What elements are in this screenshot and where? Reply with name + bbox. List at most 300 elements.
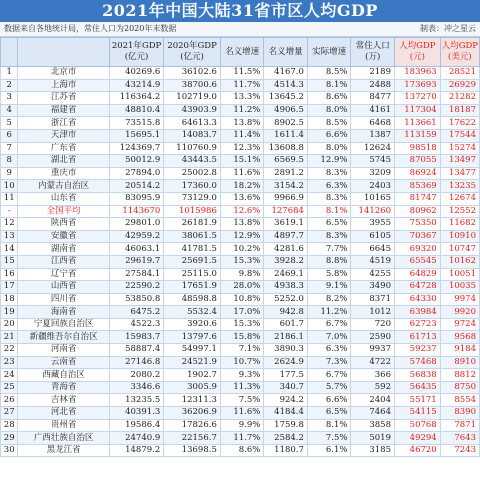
per-capita-usd-cell: 8910	[440, 356, 479, 369]
per-capita-usd-cell: 28521	[440, 67, 479, 80]
nominal-increase-cell: 4184.4	[264, 407, 308, 420]
gdp-2020-cell: 25002.8	[164, 167, 221, 180]
real-growth-cell: 6.3%	[307, 180, 351, 193]
population-cell: 4519	[351, 255, 395, 268]
nominal-increase-cell: 1180.7	[264, 444, 308, 457]
nominal-growth-cell: 9.8%	[220, 268, 264, 281]
region-name-cell: 新疆维吾尔自治区	[18, 331, 109, 344]
nominal-increase-cell: 13608.8	[264, 142, 308, 155]
real-growth-cell: 5.8%	[307, 268, 351, 281]
gdp-2020-cell: 64613.3	[164, 117, 221, 130]
population-cell: 8477	[351, 92, 395, 105]
population-cell: 2488	[351, 79, 395, 92]
table-row	[1, 331, 480, 344]
table-row	[1, 419, 480, 432]
header-region	[18, 38, 109, 67]
row-index-cell: 17	[1, 281, 18, 294]
row-index-cell: 6	[1, 129, 18, 142]
per-capita-rmb-cell: 86924	[394, 167, 440, 180]
row-index-cell: 15	[1, 255, 18, 268]
per-capita-rmb-cell: 59237	[394, 344, 440, 357]
nominal-increase-cell: 8902.5	[264, 117, 308, 130]
table-row	[1, 306, 480, 319]
per-capita-rmb-cell: 55171	[394, 394, 440, 407]
nominal-growth-cell: 11.6%	[220, 167, 264, 180]
nominal-growth-cell: 15.1%	[220, 155, 264, 168]
row-index-cell: 12	[1, 218, 18, 231]
gdp-2021-cell: 83095.9	[109, 192, 163, 205]
row-index-cell: 8	[1, 155, 18, 168]
table-row	[1, 230, 480, 243]
nominal-increase-cell: 1611.4	[264, 129, 308, 142]
population-cell: 5019	[351, 432, 395, 445]
region-name-cell: 江西省	[18, 255, 109, 268]
table-row	[1, 268, 480, 281]
gdp-2021-cell: 24740.9	[109, 432, 163, 445]
info-row	[0, 22, 480, 37]
nominal-growth-cell: 13.8%	[220, 117, 264, 130]
row-index-cell: 30	[1, 444, 18, 457]
per-capita-rmb-cell: 56838	[394, 369, 440, 382]
per-capita-usd-cell: 17622	[440, 117, 479, 130]
header-per-capita-usd: 人均GDP (美元)	[440, 38, 479, 67]
per-capita-rmb-cell: 117304	[394, 104, 440, 117]
real-growth-cell: 8.5%	[307, 67, 351, 80]
table-row	[1, 369, 480, 382]
population-cell: 6468	[351, 117, 395, 130]
gdp-2021-cell: 58887.4	[109, 344, 163, 357]
nominal-increase-cell: 177.5	[264, 369, 308, 382]
gdp-2021-cell: 15983.7	[109, 331, 163, 344]
header-gdp2021: 2021年GDP (亿元)	[109, 38, 163, 67]
per-capita-rmb-cell: 64330	[394, 293, 440, 306]
population-cell: 4722	[351, 356, 395, 369]
per-capita-usd-cell: 10035	[440, 281, 479, 294]
per-capita-rmb-cell: 56435	[394, 381, 440, 394]
national-average-row	[1, 205, 480, 218]
region-name-cell: 山东省	[18, 192, 109, 205]
per-capita-usd-cell: 7643	[440, 432, 479, 445]
region-name-cell: 海南省	[18, 306, 109, 319]
region-name-cell: 上海市	[18, 79, 109, 92]
gdp-2020-cell: 14083.7	[164, 129, 221, 142]
region-name-cell: 重庆市	[18, 167, 109, 180]
region-name-cell: 辽宁省	[18, 268, 109, 281]
nominal-increase-cell: 127684	[264, 205, 308, 218]
per-capita-rmb-cell: 173693	[394, 79, 440, 92]
header-per-capita-rmb: 人均GDP (元)	[394, 38, 440, 67]
row-index-cell: 10	[1, 180, 18, 193]
nominal-growth-cell: 17.0%	[220, 306, 264, 319]
real-growth-cell: 6.7%	[307, 369, 351, 382]
real-growth-cell: 8.2%	[307, 293, 351, 306]
table-row	[1, 92, 480, 105]
gdp-2021-cell: 2080.2	[109, 369, 163, 382]
region-name-cell: 宁夏回族自治区	[18, 318, 109, 331]
gdp-2020-cell: 3005.9	[164, 381, 221, 394]
per-capita-rmb-cell: 80962	[394, 205, 440, 218]
row-index-cell: 20	[1, 318, 18, 331]
header-nominal-increase: 名义增量	[264, 38, 308, 67]
nominal-increase-cell: 5252.0	[264, 293, 308, 306]
nominal-growth-cell: 13.6%	[220, 192, 264, 205]
gdp-2021-cell: 42959.2	[109, 230, 163, 243]
table-row	[1, 180, 480, 193]
row-index-cell: 4	[1, 104, 18, 117]
real-growth-cell: 8.3%	[307, 167, 351, 180]
gdp-2021-cell: 46063.1	[109, 243, 163, 256]
nominal-increase-cell: 4906.5	[264, 104, 308, 117]
nominal-increase-cell: 3928.2	[264, 255, 308, 268]
nominal-growth-cell: 8.6%	[220, 444, 264, 457]
gdp-2020-cell: 110760.9	[164, 142, 221, 155]
population-cell: 5745	[351, 155, 395, 168]
per-capita-rmb-cell: 70367	[394, 230, 440, 243]
per-capita-usd-cell: 11682	[440, 218, 479, 231]
nominal-increase-cell: 942.8	[264, 306, 308, 319]
header-gdp2020: 2020年GDP (亿元)	[164, 38, 221, 67]
gdp-2021-cell: 48810.4	[109, 104, 163, 117]
nominal-growth-cell: 13.3%	[220, 92, 264, 105]
region-name-cell: 青海省	[18, 381, 109, 394]
table-row	[1, 432, 480, 445]
table-header-row	[1, 38, 480, 67]
real-growth-cell: 7.5%	[307, 432, 351, 445]
population-cell: 2590	[351, 331, 395, 344]
row-index-cell: 9	[1, 167, 18, 180]
table-row	[1, 155, 480, 168]
table-row	[1, 243, 480, 256]
nominal-increase-cell: 2186.1	[264, 331, 308, 344]
region-name-cell: 云南省	[18, 356, 109, 369]
gdp-2021-cell: 19586.4	[109, 419, 163, 432]
gdp-2021-cell: 29801.0	[109, 218, 163, 231]
table-row	[1, 344, 480, 357]
gdp-2020-cell: 24521.9	[164, 356, 221, 369]
real-growth-cell: 6.5%	[307, 218, 351, 231]
per-capita-usd-cell: 9724	[440, 318, 479, 331]
nominal-increase-cell: 2891.2	[264, 167, 308, 180]
table-row	[1, 142, 480, 155]
gdp-2020-cell: 3920.6	[164, 318, 221, 331]
per-capita-rmb-cell: 63984	[394, 306, 440, 319]
region-name-cell: 广西壮族自治区	[18, 432, 109, 445]
region-name-cell: 四川省	[18, 293, 109, 306]
table-row	[1, 192, 480, 205]
per-capita-usd-cell: 8554	[440, 394, 479, 407]
row-index-cell: 18	[1, 293, 18, 306]
gdp-2020-cell: 17651.9	[164, 281, 221, 294]
population-cell: 3490	[351, 281, 395, 294]
population-cell: 2404	[351, 394, 395, 407]
nominal-increase-cell: 4938.3	[264, 281, 308, 294]
gdp-2021-cell: 3346.6	[109, 381, 163, 394]
region-name-cell: 全国平均	[18, 205, 109, 218]
gdp-2021-cell: 29619.7	[109, 255, 163, 268]
population-cell: 3955	[351, 218, 395, 231]
per-capita-rmb-cell: 113159	[394, 129, 440, 142]
table-row	[1, 79, 480, 92]
gdp-2021-cell: 1143670	[109, 205, 163, 218]
region-name-cell: 湖南省	[18, 243, 109, 256]
row-index-cell: -	[1, 205, 18, 218]
page-title: 2021年中国大陆31省市区人均GDP	[0, 0, 480, 22]
population-cell: 4161	[351, 104, 395, 117]
row-index-cell: 2	[1, 79, 18, 92]
row-index-cell: 23	[1, 356, 18, 369]
author-credit: 制表：冲之星云	[420, 24, 476, 33]
nominal-increase-cell: 3154.2	[264, 180, 308, 193]
gdp-2020-cell: 17360.0	[164, 180, 221, 193]
row-index-cell: 14	[1, 243, 18, 256]
gdp-2020-cell: 38061.5	[164, 230, 221, 243]
per-capita-usd-cell: 8812	[440, 369, 479, 382]
real-growth-cell: 8.0%	[307, 104, 351, 117]
nominal-growth-cell: 13.8%	[220, 218, 264, 231]
nominal-growth-cell: 11.7%	[220, 79, 264, 92]
row-index-cell: 22	[1, 344, 18, 357]
gdp-2020-cell: 5532.4	[164, 306, 221, 319]
per-capita-usd-cell: 8390	[440, 407, 479, 420]
per-capita-usd-cell: 10747	[440, 243, 479, 256]
row-index-cell: 7	[1, 142, 18, 155]
gdp-2021-cell: 40269.6	[109, 67, 163, 80]
real-growth-cell: 6.7%	[307, 318, 351, 331]
gdp-2021-cell: 14879.2	[109, 444, 163, 457]
per-capita-rmb-cell: 69320	[394, 243, 440, 256]
region-name-cell: 吉林省	[18, 394, 109, 407]
nominal-increase-cell: 4897.7	[264, 230, 308, 243]
nominal-growth-cell: 28.0%	[220, 281, 264, 294]
nominal-growth-cell: 15.8%	[220, 331, 264, 344]
per-capita-rmb-cell: 98518	[394, 142, 440, 155]
population-cell: 366	[351, 369, 395, 382]
row-index-cell: 26	[1, 394, 18, 407]
per-capita-usd-cell: 10051	[440, 268, 479, 281]
population-cell: 2403	[351, 180, 395, 193]
region-name-cell: 黑龙江省	[18, 444, 109, 457]
per-capita-rmb-cell: 113661	[394, 117, 440, 130]
per-capita-rmb-cell: 62723	[394, 318, 440, 331]
per-capita-usd-cell: 8750	[440, 381, 479, 394]
region-name-cell: 河南省	[18, 344, 109, 357]
per-capita-usd-cell: 13497	[440, 155, 479, 168]
nominal-growth-cell: 9.3%	[220, 369, 264, 382]
nominal-increase-cell: 4167.0	[264, 67, 308, 80]
gdp-2021-cell: 50012.9	[109, 155, 163, 168]
gdp-2020-cell: 1015986	[164, 205, 221, 218]
real-growth-cell: 8.1%	[307, 419, 351, 432]
real-growth-cell: 6.6%	[307, 394, 351, 407]
region-name-cell: 北京市	[18, 67, 109, 80]
gdp-2020-cell: 36206.9	[164, 407, 221, 420]
data-source-note: 数据来自各地统计局，常住人口为2020年末数据	[4, 24, 177, 33]
nominal-increase-cell: 6569.5	[264, 155, 308, 168]
gdp-2021-cell: 20514.2	[109, 180, 163, 193]
per-capita-rmb-cell: 50768	[394, 419, 440, 432]
table-row	[1, 167, 480, 180]
nominal-increase-cell: 340.7	[264, 381, 308, 394]
gdp-2020-cell: 43903.9	[164, 104, 221, 117]
population-cell: 3858	[351, 419, 395, 432]
header-population: 常住人口 (万)	[351, 38, 395, 67]
gdp-2020-cell: 41781.5	[164, 243, 221, 256]
table-row	[1, 394, 480, 407]
population-cell: 720	[351, 318, 395, 331]
row-index-cell: 5	[1, 117, 18, 130]
nominal-growth-cell: 11.5%	[220, 67, 264, 80]
gdp-2020-cell: 102719.0	[164, 92, 221, 105]
real-growth-cell: 8.0%	[307, 142, 351, 155]
real-growth-cell: 7.0%	[307, 331, 351, 344]
row-index-cell: 19	[1, 306, 18, 319]
population-cell: 3209	[351, 167, 395, 180]
per-capita-usd-cell: 9920	[440, 306, 479, 319]
per-capita-usd-cell: 15274	[440, 142, 479, 155]
real-growth-cell: 9.1%	[307, 281, 351, 294]
real-growth-cell: 8.3%	[307, 192, 351, 205]
nominal-growth-cell: 11.7%	[220, 432, 264, 445]
gdp-2020-cell: 54997.1	[164, 344, 221, 357]
gdp-2021-cell: 13235.5	[109, 394, 163, 407]
per-capita-usd-cell: 10162	[440, 255, 479, 268]
gdp-2021-cell: 22590.2	[109, 281, 163, 294]
nominal-growth-cell: 12.9%	[220, 230, 264, 243]
region-name-cell: 西藏自治区	[18, 369, 109, 382]
real-growth-cell: 8.1%	[307, 205, 351, 218]
nominal-growth-cell: 18.2%	[220, 180, 264, 193]
gdp-2020-cell: 48598.8	[164, 293, 221, 306]
gdp-2020-cell: 26181.9	[164, 218, 221, 231]
row-index-cell: 1	[1, 67, 18, 80]
gdp-2020-cell: 13698.5	[164, 444, 221, 457]
nominal-increase-cell: 13645.2	[264, 92, 308, 105]
gdp-2021-cell: 15695.1	[109, 129, 163, 142]
nominal-increase-cell: 3619.1	[264, 218, 308, 231]
per-capita-rmb-cell: 65545	[394, 255, 440, 268]
region-name-cell: 湖北省	[18, 155, 109, 168]
real-growth-cell: 7.3%	[307, 356, 351, 369]
nominal-increase-cell: 1759.8	[264, 419, 308, 432]
gdp-2020-cell: 22156.7	[164, 432, 221, 445]
nominal-growth-cell: 15.3%	[220, 318, 264, 331]
table-row	[1, 407, 480, 420]
region-name-cell: 山西省	[18, 281, 109, 294]
row-index-cell: 24	[1, 369, 18, 382]
table-row	[1, 356, 480, 369]
real-growth-cell: 6.1%	[307, 444, 351, 457]
per-capita-usd-cell: 9184	[440, 344, 479, 357]
region-name-cell: 浙江省	[18, 117, 109, 130]
per-capita-usd-cell: 13477	[440, 167, 479, 180]
per-capita-usd-cell: 7243	[440, 444, 479, 457]
population-cell: 9937	[351, 344, 395, 357]
gdp-2021-cell: 40391.3	[109, 407, 163, 420]
region-name-cell: 内蒙古自治区	[18, 180, 109, 193]
row-index-cell: 21	[1, 331, 18, 344]
per-capita-usd-cell: 10910	[440, 230, 479, 243]
nominal-increase-cell: 2624.9	[264, 356, 308, 369]
nominal-increase-cell: 924.2	[264, 394, 308, 407]
population-cell: 2189	[351, 67, 395, 80]
table-row	[1, 293, 480, 306]
nominal-growth-cell: 7.5%	[220, 394, 264, 407]
per-capita-rmb-cell: 61713	[394, 331, 440, 344]
gdp-2020-cell: 17826.6	[164, 419, 221, 432]
row-index-cell: 27	[1, 407, 18, 420]
gdp-2020-cell: 12311.3	[164, 394, 221, 407]
per-capita-rmb-cell: 49294	[394, 432, 440, 445]
per-capita-usd-cell: 12552	[440, 205, 479, 218]
real-growth-cell: 6.5%	[307, 407, 351, 420]
nominal-growth-cell: 10.2%	[220, 243, 264, 256]
nominal-increase-cell: 4514.3	[264, 79, 308, 92]
population-cell: 12624	[351, 142, 395, 155]
region-name-cell: 天津市	[18, 129, 109, 142]
per-capita-usd-cell: 13235	[440, 180, 479, 193]
population-cell: 3185	[351, 444, 395, 457]
population-cell: 1387	[351, 129, 395, 142]
per-capita-rmb-cell: 183963	[394, 67, 440, 80]
table-row	[1, 117, 480, 130]
gdp-2020-cell: 73129.0	[164, 192, 221, 205]
population-cell: 1012	[351, 306, 395, 319]
population-cell: 592	[351, 381, 395, 394]
gdp-2020-cell: 13797.6	[164, 331, 221, 344]
per-capita-rmb-cell: 75350	[394, 218, 440, 231]
gdp-2021-cell: 6475.2	[109, 306, 163, 319]
per-capita-rmb-cell: 57468	[394, 356, 440, 369]
per-capita-rmb-cell: 46720	[394, 444, 440, 457]
table-row	[1, 129, 480, 142]
header-nominal-growth: 名义增速	[220, 38, 264, 67]
nominal-increase-cell: 9966.9	[264, 192, 308, 205]
nominal-growth-cell: 9.9%	[220, 419, 264, 432]
per-capita-rmb-cell: 81747	[394, 192, 440, 205]
real-growth-cell: 11.2%	[307, 306, 351, 319]
region-name-cell: 河北省	[18, 407, 109, 420]
nominal-growth-cell: 10.8%	[220, 293, 264, 306]
row-index-cell: 13	[1, 230, 18, 243]
row-index-cell: 11	[1, 192, 18, 205]
gdp-2021-cell: 43214.9	[109, 79, 163, 92]
nominal-increase-cell: 4281.6	[264, 243, 308, 256]
table-row	[1, 104, 480, 117]
region-name-cell: 贵州省	[18, 419, 109, 432]
per-capita-usd-cell: 9568	[440, 331, 479, 344]
population-cell: 6645	[351, 243, 395, 256]
real-growth-cell: 6.6%	[307, 129, 351, 142]
real-growth-cell: 5.7%	[307, 381, 351, 394]
real-growth-cell: 8.5%	[307, 117, 351, 130]
nominal-increase-cell: 2584.2	[264, 432, 308, 445]
per-capita-usd-cell: 21282	[440, 92, 479, 105]
table-row	[1, 318, 480, 331]
nominal-growth-cell: 10.7%	[220, 356, 264, 369]
nominal-growth-cell: 11.4%	[220, 129, 264, 142]
table-row	[1, 218, 480, 231]
gdp-2020-cell: 1902.7	[164, 369, 221, 382]
gdp-2021-cell: 4522.3	[109, 318, 163, 331]
nominal-growth-cell: 11.2%	[220, 104, 264, 117]
real-growth-cell: 6.3%	[307, 344, 351, 357]
gdp-table	[0, 37, 480, 457]
population-cell: 141260	[351, 205, 395, 218]
per-capita-rmb-cell: 85369	[394, 180, 440, 193]
nominal-growth-cell: 11.6%	[220, 407, 264, 420]
real-growth-cell: 8.1%	[307, 79, 351, 92]
population-cell: 6105	[351, 230, 395, 243]
